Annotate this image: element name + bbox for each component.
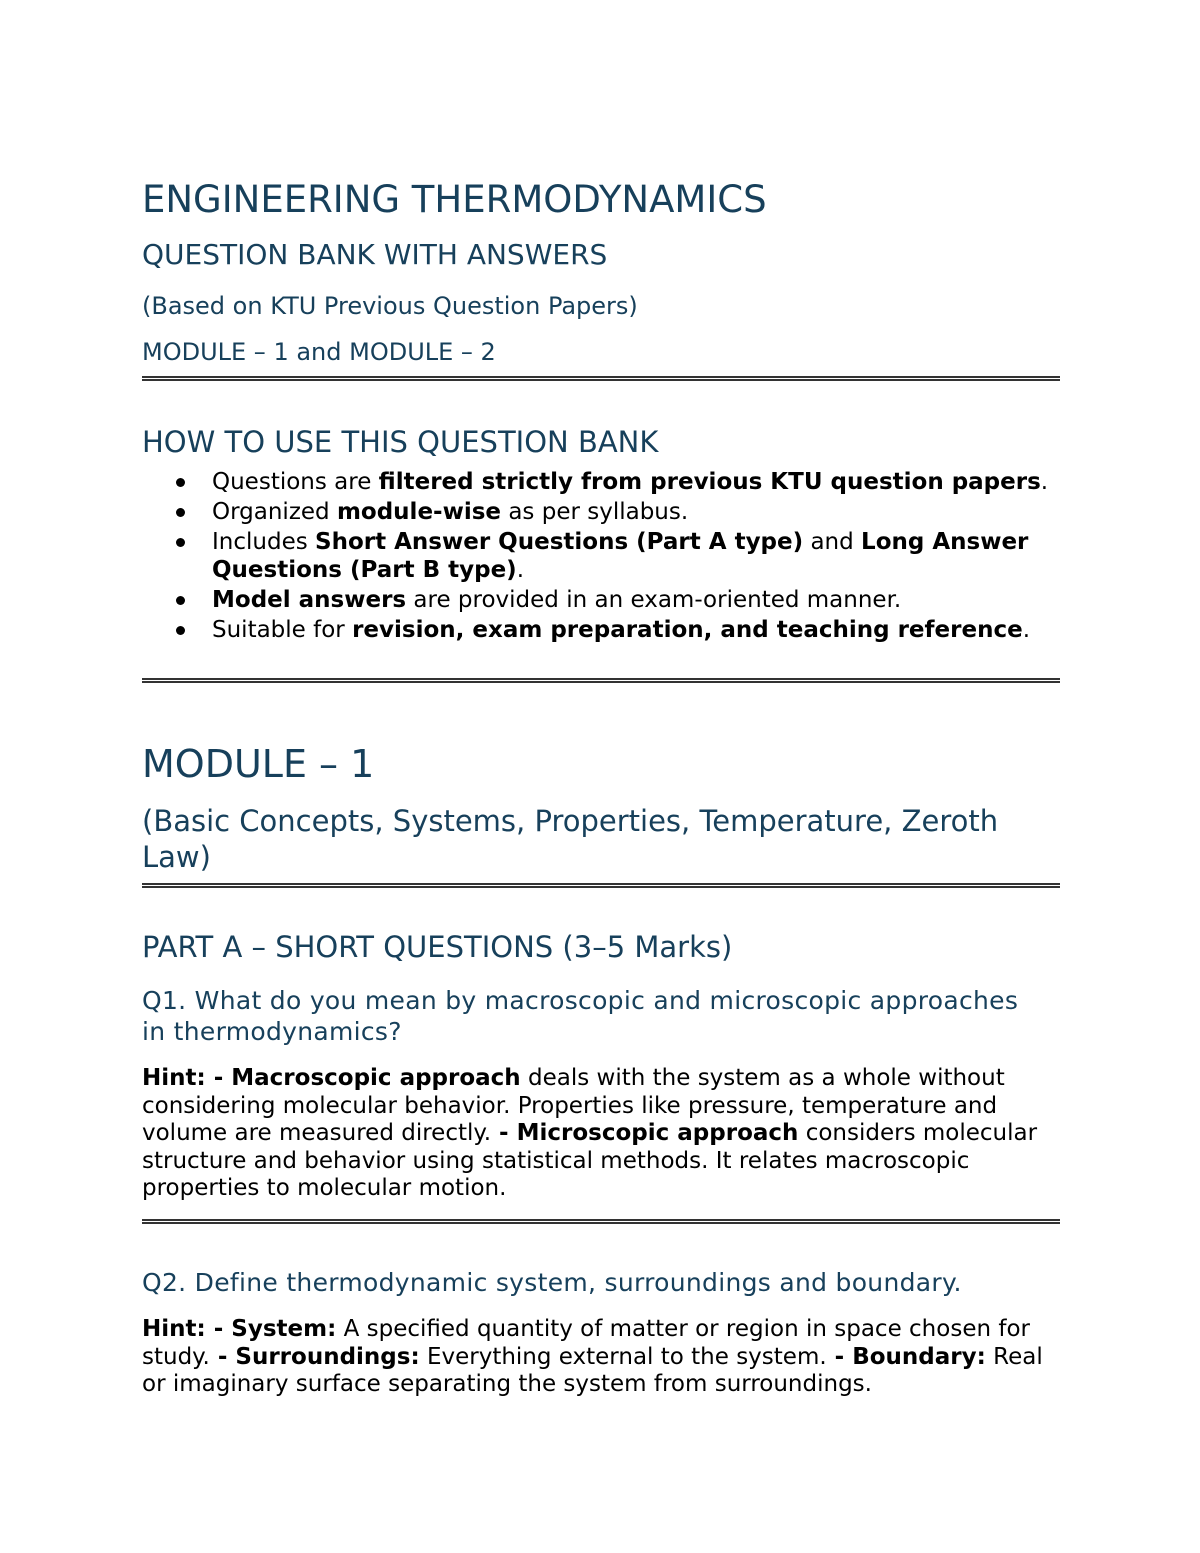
part-a-heading: PART A – SHORT QUESTIONS (3–5 Marks) bbox=[142, 930, 733, 964]
list-item: Questions are filtered strictly from previous KTU question papers. bbox=[142, 468, 1060, 496]
document-title: ENGINEERING THERMODYNAMICS bbox=[142, 178, 767, 221]
module-heading: MODULE – 1 bbox=[142, 742, 375, 786]
list-item: Model answers are provided in an exam-oriented manner. bbox=[142, 586, 1060, 614]
bullet-icon bbox=[176, 626, 185, 635]
question-2: Q2. Define thermodynamic system, surroundings and boundary. bbox=[142, 1268, 962, 1297]
divider-rule bbox=[142, 678, 1060, 683]
question-1: Q1. What do you mean by macroscopic and microscopic approaches in thermodynamics? bbox=[142, 986, 1019, 1046]
list-item: Includes Short Answer Questions (Part A type) and Long Answer Questions (Part B type). bbox=[142, 528, 1060, 584]
bullet-icon bbox=[176, 538, 185, 547]
bullet-icon bbox=[176, 508, 185, 517]
answer-hint-2: Hint: - System: A specified quantity of matter or region in space chosen for study. - Surroundings: Everything external to the system. - Boundary: Real or imaginary surface separating the system from surroundings. bbox=[142, 1316, 1043, 1397]
module-topics: (Basic Concepts, Systems, Properties, Temperature, Zeroth Law) bbox=[142, 804, 999, 874]
divider-rule bbox=[142, 376, 1060, 381]
how-to-use-list bbox=[142, 468, 1060, 646]
how-to-use-heading: HOW TO USE THIS QUESTION BANK bbox=[142, 425, 659, 459]
source-note: (Based on KTU Previous Question Papers) bbox=[142, 292, 638, 320]
bullet-icon bbox=[176, 596, 185, 605]
modules-covered: MODULE – 1 and MODULE – 2 bbox=[142, 338, 496, 366]
bullet-icon bbox=[176, 478, 185, 487]
document-subtitle: QUESTION BANK WITH ANSWERS bbox=[142, 238, 608, 271]
divider-rule bbox=[142, 883, 1060, 888]
list-item: Organized module-wise as per syllabus. bbox=[142, 498, 1060, 526]
list-item: Suitable for revision, exam preparation, and teaching reference. bbox=[142, 616, 1060, 644]
divider-rule bbox=[142, 1219, 1060, 1224]
answer-hint-1: Hint: - Macroscopic approach deals with the system as a whole without considering molecular behavior. Properties like pressure, temperature and volume are measured directly. - Microscopic approach considers molecular structure and behavior using statistical methods. It relates macroscopic properties to molecular motion. bbox=[142, 1065, 1038, 1201]
